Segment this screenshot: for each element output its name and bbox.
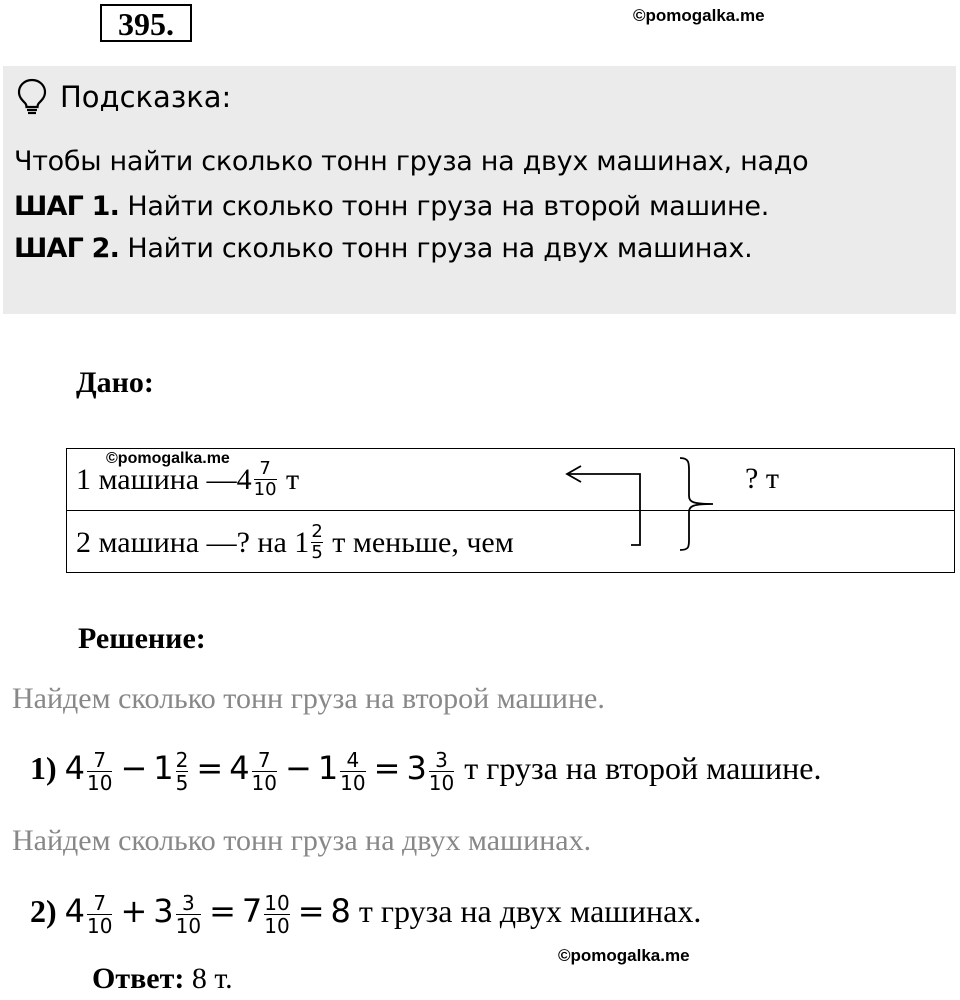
operator: + [120,892,148,930]
fraction-numerator: 3 [182,890,195,915]
given-watermark: ©pomogalka.me [106,450,230,467]
given-total: ? т [745,462,779,495]
mixed-whole: 7 [241,892,263,930]
mixed-whole: 4 [229,749,250,787]
fraction-denominator: 10 [87,913,113,938]
fraction-denominator: 10 [340,770,366,795]
answer [92,962,233,996]
task-number: 395. [100,4,192,42]
relation-arrows [555,452,730,556]
fraction [428,747,455,795]
fraction-numerator: 2 [175,747,189,772]
operator: = [209,892,236,930]
fraction-numerator: 10 [264,890,290,915]
operator: − [285,749,312,787]
operator: = [196,749,224,787]
operator: − [120,749,148,787]
step-2-number: 2) [30,893,57,929]
hint-step-1-label: ШАГ 1. [14,191,120,222]
fraction-numerator: 3 [435,747,448,772]
fraction-numerator: 7 [257,747,271,772]
operator: = [373,749,401,787]
fraction-denominator: 10 [428,770,455,795]
mixed-whole: 1 [317,749,339,787]
hint-intro: Чтобы найти сколько тонн груза на двух машинах, надо [14,146,809,177]
step-1-equation [30,748,821,794]
fraction-numerator: 7 [259,458,271,479]
hint-step-2-label: ШАГ 2. [14,233,120,264]
hint-step-2 [14,232,752,266]
lightbulb-icon [16,78,48,116]
fraction-denominator: 10 [87,770,113,795]
step-2-tail: т груза на двух машинах. [358,893,702,929]
given-row-2 [76,521,514,565]
fraction-denominator: 10 [175,913,202,938]
fraction-numerator: 4 [346,747,360,772]
result-value: 8 [330,892,351,930]
answer-label: Ответ: [92,962,185,995]
step-1-number: 1) [30,750,57,786]
hint-step-2-text: Найти сколько тонн груза на двух машинах. [127,233,753,264]
mixed-whole: 1 [153,749,174,787]
step-1-tail: т груза на второй машине. [464,750,822,786]
fraction-denominator: 10 [253,478,277,500]
fraction [87,747,113,795]
fraction [251,747,277,795]
given-table-divider [66,510,955,511]
fraction-denominator: 5 [311,541,323,563]
given-row-1-unit: т [286,462,300,496]
given-row-2-fraction [311,523,322,563]
given-row-1-fraction [254,460,277,500]
hint-title: Подсказка: [60,80,232,114]
fraction-denominator: 10 [264,913,290,938]
answer-value: 8 т. [191,962,233,995]
operator: = [297,892,325,930]
fraction [264,890,290,938]
mixed-whole: 3 [406,749,427,787]
fraction [340,747,366,795]
fraction-numerator: 7 [93,890,107,915]
footer-watermark: ©pomogalka.me [558,946,690,965]
given-row-2-suffix: т меньше, чем [332,525,514,559]
step-2-description: Найдем сколько тонн груза на двух машинах. [12,824,592,857]
fraction-denominator: 5 [175,770,189,795]
watermark: ©pomogalka.me [633,6,765,25]
solution-heading: Решение: [78,622,206,655]
fraction-numerator: 2 [311,521,323,542]
given-row-1-prefix: 1 машина —4 [76,462,252,496]
mixed-whole: 4 [64,749,86,787]
hint-step-1 [14,190,769,224]
fraction-denominator: 10 [251,770,277,795]
fraction [175,890,202,938]
step-1-description: Найдем сколько тонн груза на второй машине. [12,682,605,715]
step-2-equation [30,891,701,937]
fraction [87,890,113,938]
hint-step-1-text: Найти сколько тонн груза на второй машине. [127,191,769,222]
fraction [175,747,189,795]
mixed-whole: 3 [153,892,174,930]
given-row-2-prefix: 2 машина —? на 1 [76,525,310,559]
given-heading: Дано: [76,366,154,399]
fraction-numerator: 7 [93,747,107,772]
mixed-whole: 4 [64,892,86,930]
